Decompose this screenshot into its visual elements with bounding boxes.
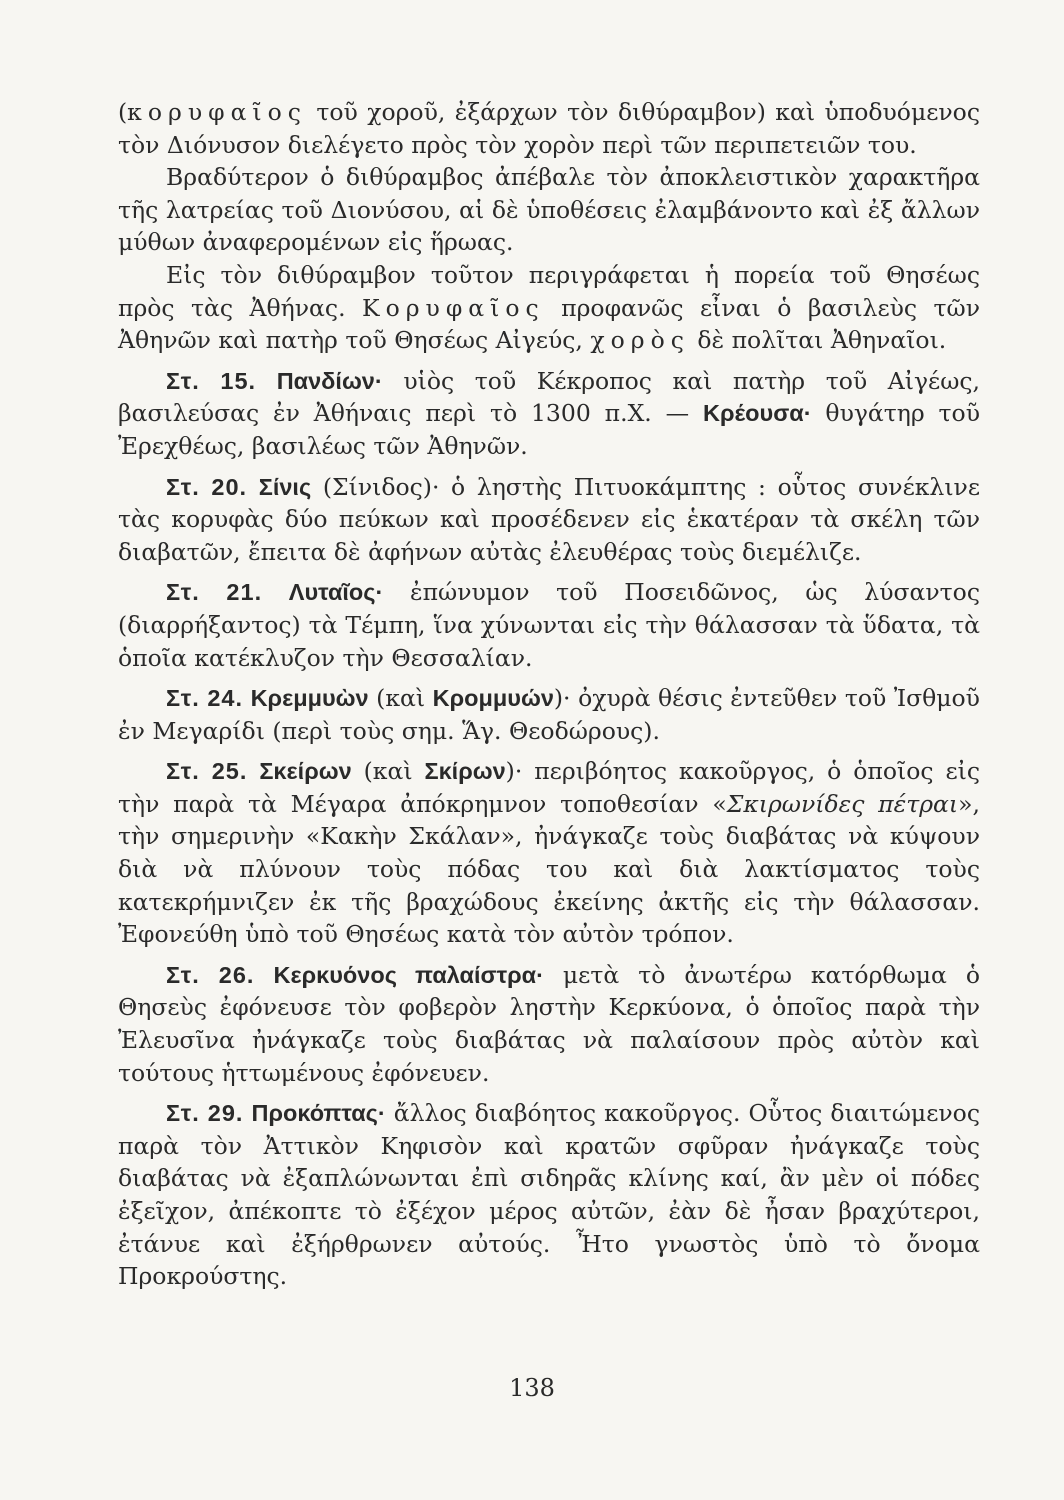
- entry-head-secondary: Κρέουσα·: [703, 400, 812, 427]
- verse-ref: Στ. 24.: [166, 685, 244, 712]
- verse-ref: Στ. 26.: [166, 961, 255, 988]
- italic-place-name: Σκιρωνίδες πέτραι: [726, 789, 959, 818]
- verse-ref: Στ. 15.: [166, 367, 257, 394]
- entry-verse-26: Στ. 26. Κερκυόνος παλαίστρα· μετὰ τὸ ἀνωτέρω κατόρθωμα ὁ Θησεὺς ἐφόνευσε τὸν φοβερὸν ληστὴν Κερκύονα, ὁ ὁποῖος παρὰ τὴν Ἐλευσῖνα ἠνάγκαζε τοὺς διαβάτας νὰ παλαίσουν πρὸς αὐτὸν καὶ τούτους ἡττωμένους ἐφόνευεν.: [118, 960, 980, 1087]
- entry-verse-24: Στ. 24. Κρεμμυὼν (καὶ Κρομμυών)· ὀχυρὰ θέσις ἐντεῦθεν τοῦ Ἰσθμοῦ ἐν Μεγαρίδι (περὶ τοὺς σημ. Ἅγ. Θεοδώρους).: [118, 684, 980, 745]
- spaced-term: χορὸς: [590, 326, 690, 355]
- entry-head: Κρεμμυὼν: [250, 685, 369, 712]
- entry-verse-29: Στ. 29. Προκόπτας· ἄλλος διαβόητος κακοῦργος. Οὗτος διαιτώμενος παρὰ τὸν Ἀττικὸν Κηφισὸν καὶ κρατῶν σφῦραν ἠνάγκαζε τοὺς διαβάτας νὰ ἐξαπλώνωνται ἐπὶ σιδηρᾶς κλίνης καί, ἂν μὲν οἱ πόδες ἐξεῖχον, ἀπέκοπτε τὸ ἐξέχον μέρος αὐτῶν, ἐὰν δὲ ἦσαν βραχύτεροι, ἐτάνυε καὶ ἐξήρθρωνεν αὐτούς. Ἦτο γνωστὸς ὑπὸ τὸ ὄνομα Προκρούστης.: [118, 1099, 980, 1291]
- entry-head: Κερκυόνος παλαίστρα·: [273, 961, 544, 988]
- page-number: 138: [509, 1374, 555, 1402]
- verse-ref: Στ. 20.: [166, 473, 248, 500]
- intro-paragraph-1: (κορυφαῖος τοῦ χοροῦ, ἐξάρχων τὸν διθύραμβον) καὶ ὑποδυόμενος τὸν Διόνυσον διελέγετο πρὸς τὸν χορὸν περὶ τῶν περιπετειῶν του.: [118, 98, 980, 159]
- entry-verse-21: Στ. 21. Λυταῖος· ἐπώνυμον τοῦ Ποσειδῶνος, ὡς λύσαντος (διαρρήξαντος) τὰ Τέμπη, ἵνα χύνωνται εἰς τὴν θάλασσαν τὰ ὕδατα, τὰ ὁποῖα κατέκλυζον τὴν Θεσσαλίαν.: [118, 578, 980, 672]
- spaced-term: Κορυφαῖος: [362, 293, 545, 322]
- intro-paragraph-2: Βραδύτερον ὁ διθύραμβος ἀπέβαλε τὸν ἀποκλειστικὸν χαρακτῆρα τῆς λατρείας τοῦ Διονύσου, αἱ δὲ ὑποθέσεις ἐλαμβάνοντο καὶ ἐξ ἄλλων μύθων ἀναφερομένων εἰς ἥρωας.: [118, 163, 980, 257]
- entry-head: Σκείρων: [259, 758, 352, 785]
- verse-ref: Στ. 29.: [166, 1100, 244, 1127]
- entry-head: Προκόπτας·: [251, 1100, 386, 1127]
- spaced-term: κορυφαῖος: [127, 98, 307, 126]
- body-text: [118, 96, 980, 1293]
- entry-head-secondary: Κρομμυών: [432, 685, 554, 712]
- entry-head-secondary: Σκίρων: [424, 758, 506, 785]
- entry-head: Λυταῖος·: [288, 579, 384, 606]
- intro-paragraph-3: Εἰς τὸν διθύραμβον τοῦτον περιγράφεται ἡ πορεία τοῦ Θησέως πρὸς τὰς Ἀθήνας. Κορυφαῖος προφανῶς εἶναι ὁ βασιλεὺς τῶν Ἀθηνῶν καὶ πατὴρ τοῦ Θησέως Αἰγεύς, χορὸς δὲ πολῖται Ἀθηναῖοι.: [118, 260, 981, 355]
- entry-verse-25: Στ. 25. Σκείρων (καὶ Σκίρων)· περιβόητος κακοῦργος, ὁ ὁποῖος εἰς τὴν παρὰ τὰ Μέγαρα ἀπόκρημνον τοποθεσίαν «Σκιρωνίδες πέτραι», τὴν σημερινὴν «Κακὴν Σκάλαν», ἠνάγκαζε τοὺς διαβάτας νὰ κύψουν διὰ νὰ πλύνουν τοὺς πόδας του καὶ διὰ λακτίσματος τοὺς κατεκρήμνιζεν ἐκ τῆς βραχώδους ἐκείνης ἀκτῆς εἰς τὴν θάλασσαν. Ἐφονεύθη ὑπὸ τοῦ Θησέως κατὰ τὸν αὐτὸν τρόπον.: [118, 757, 980, 949]
- entry-head: Πανδίων·: [276, 367, 383, 394]
- verse-ref: Στ. 21.: [166, 579, 263, 606]
- verse-ref: Στ. 25.: [166, 758, 248, 785]
- entry-head: Σίνις: [258, 473, 312, 500]
- entry-verse-20: Στ. 20. Σίνις (Σίνιδος)· ὁ ληστὴς Πιτυοκάμπτης : οὗτος συνέκλινε τὰς κορυφὰς δύο πεύκων καὶ προσέδενεν εἰς ἑκατέραν τὰ σκέλη τῶν διαβατῶν, ἔπειτα δὲ ἀφήνων αὐτὰς ἐλευθέρας τοὺς διεμέλιζε.: [118, 472, 980, 566]
- entry-verse-15: Στ. 15. Πανδίων· υἱὸς τοῦ Κέκροπος καὶ πατὴρ τοῦ Αἰγέως, βασιλεύσας ἐν Ἀθήναις περὶ τὸ 1300 π.Χ. — Κρέουσα· θυγάτηρ τοῦ Ἐρεχθέως, βασιλέως τῶν Ἀθηνῶν.: [118, 366, 980, 460]
